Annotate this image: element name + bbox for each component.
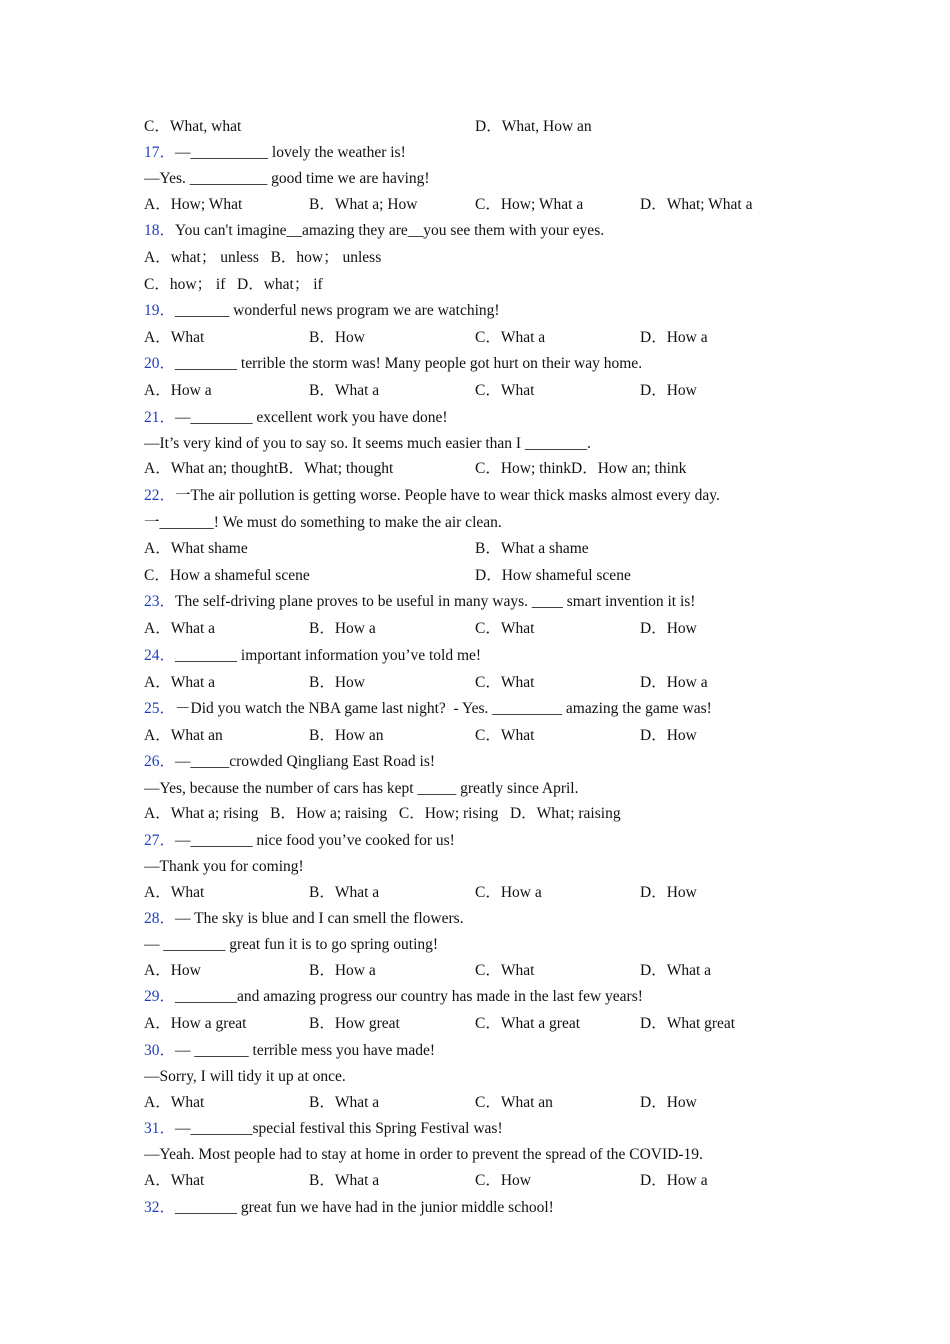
options-ab: A．What an; thoughtB．What; thought xyxy=(144,460,394,477)
question-number: 21． xyxy=(144,409,176,426)
options-line: A．what； unless B．how； unless xyxy=(144,249,382,266)
option-a: A．How a great xyxy=(144,1015,247,1032)
option-c: C．How a xyxy=(475,884,542,901)
option-a: A．What xyxy=(144,884,205,901)
question-30 xyxy=(144,1041,435,1061)
option-a: A．How xyxy=(144,962,201,979)
option-b: B．What a xyxy=(309,1094,380,1111)
question-text: ________ great fun we have had in the junior middle school! xyxy=(175,1199,554,1216)
option-c: C．What xyxy=(475,620,535,637)
option-c: C．What a great xyxy=(475,1015,581,1032)
option-c: C．What xyxy=(475,382,535,399)
q16-option-c: C．What, what xyxy=(144,118,242,135)
option-b: B．How an xyxy=(309,727,384,744)
question-17 xyxy=(144,143,406,163)
option-b: B．How a xyxy=(309,620,376,637)
question-number: 18． xyxy=(144,222,176,239)
options-line: C．how； if D．what； if xyxy=(144,276,323,293)
question-number: 29． xyxy=(144,988,176,1005)
question-text: ________and amazing progress our country has made in the last few years! xyxy=(175,988,643,1005)
option-d: D．How shameful scene xyxy=(475,567,631,584)
question-31 xyxy=(144,1119,503,1139)
option-c: C．What xyxy=(475,962,535,979)
question-number: 31． xyxy=(144,1120,176,1137)
option-b: B．What a; How xyxy=(309,196,418,213)
option-d: D．How xyxy=(640,382,697,399)
option-b: B．What a xyxy=(309,1172,380,1189)
option-b: B．What a xyxy=(309,884,380,901)
option-d: D．How a xyxy=(640,329,708,346)
question-number: 28． xyxy=(144,910,176,927)
option-a: A．How; What xyxy=(144,196,243,213)
question-text: —________ nice food you’ve cooked for us! xyxy=(175,832,455,849)
question-25 xyxy=(144,699,712,719)
question-text-line: — ________ great fun it is to go spring outing! xyxy=(144,936,439,953)
question-text: — The sky is blue and I can smell the flowers. xyxy=(175,910,464,927)
option-c: C．How a shameful scene xyxy=(144,567,310,584)
question-text: — _______ terrible mess you have made! xyxy=(175,1042,436,1059)
question-20 xyxy=(144,354,642,374)
option-b: B．How great xyxy=(309,1015,400,1032)
option-b: B．What a xyxy=(309,382,380,399)
option-d: D．What a xyxy=(640,962,712,979)
question-28 xyxy=(144,909,464,929)
question-23 xyxy=(144,592,695,612)
question-text: —__________ lovely the weather is! xyxy=(175,144,406,161)
question-number: 17． xyxy=(144,144,176,161)
question-text-line: 一_______! We must do something to make the air clean. xyxy=(144,514,502,531)
question-18 xyxy=(144,221,604,241)
option-a: A．What xyxy=(144,1172,205,1189)
question-text-line: —Yes. __________ good time we are having! xyxy=(144,170,430,187)
option-d: D．How xyxy=(640,1094,697,1111)
question-text-line: —Yeah. Most people had to stay at home in order to prevent the spread of the COVID-19. xyxy=(144,1146,703,1163)
question-24 xyxy=(144,646,481,666)
option-d: D．What great xyxy=(640,1015,736,1032)
option-a: A．What a xyxy=(144,674,216,691)
option-d: D．How xyxy=(640,727,697,744)
question-19 xyxy=(144,301,500,321)
question-number: 27． xyxy=(144,832,176,849)
question-text: —________special festival this Spring Festival was! xyxy=(175,1120,503,1137)
option-a: A．What xyxy=(144,329,205,346)
option-c: C．What xyxy=(475,674,535,691)
question-number: 26． xyxy=(144,753,176,770)
question-number: 23． xyxy=(144,593,176,610)
question-text: You can't imagine__amazing they are__you see them with your eyes. xyxy=(175,222,605,239)
question-32 xyxy=(144,1198,554,1218)
option-d: D．How a xyxy=(640,1172,708,1189)
option-d: D．What; What a xyxy=(640,196,753,213)
option-a: A．What an xyxy=(144,727,223,744)
question-22 xyxy=(144,486,720,506)
question-number: 22． xyxy=(144,487,176,504)
option-d: D．How xyxy=(640,884,697,901)
option-c: C．What a xyxy=(475,329,546,346)
option-b: B．How a xyxy=(309,962,376,979)
q16-option-d: D．What, How an xyxy=(475,118,592,135)
option-b: B．How xyxy=(309,329,365,346)
question-number: 25． xyxy=(144,700,176,717)
option-c: C．What an xyxy=(475,1094,553,1111)
question-text: —________ excellent work you have done! xyxy=(175,409,448,426)
option-a: A．How a xyxy=(144,382,212,399)
option-c: C．How xyxy=(475,1172,531,1189)
question-text-line: —Sorry, I will tidy it up at once. xyxy=(144,1068,346,1085)
option-b: B．What a shame xyxy=(475,540,589,557)
question-text: －Did you watch the NBA game last night? - Yes. _________ amazing the game was! xyxy=(175,700,712,717)
question-text: 一The air pollution is getting worse. People have to wear thick masks almost every day. xyxy=(175,487,720,504)
question-29 xyxy=(144,987,643,1007)
question-text-line: —Yes, because the number of cars has kept _____ greatly since April. xyxy=(144,780,579,797)
question-text: ________ important information you’ve told me! xyxy=(175,647,482,664)
option-d: D．How xyxy=(640,620,697,637)
question-number: 20． xyxy=(144,355,176,372)
question-27 xyxy=(144,831,455,851)
question-number: 19． xyxy=(144,302,176,319)
question-text-line: —It’s very kind of you to say so. It seems much easier than I ________. xyxy=(144,435,591,452)
question-text: _______ wonderful news program we are watching! xyxy=(175,302,500,319)
option-a: A．What shame xyxy=(144,540,248,557)
question-number: 24． xyxy=(144,647,176,664)
question-text: —_____crowded Qingliang East Road is! xyxy=(175,753,436,770)
question-26 xyxy=(144,752,435,772)
question-21 xyxy=(144,408,447,428)
option-d: D．How a xyxy=(640,674,708,691)
option-c: C．What xyxy=(475,727,535,744)
option-a: A．What xyxy=(144,1094,205,1111)
option-a: A．What a xyxy=(144,620,216,637)
options-line: A．What a; rising B．How a; raising C．How; rising D．What; raising xyxy=(144,805,621,822)
question-number: 32． xyxy=(144,1199,176,1216)
options-cd: C．How; thinkD．How an; think xyxy=(475,460,687,477)
question-number: 30． xyxy=(144,1042,176,1059)
question-text: The self-driving plane proves to be useful in many ways. ____ smart invention it is! xyxy=(175,593,696,610)
question-text: ________ terrible the storm was! Many people got hurt on their way home. xyxy=(175,355,643,372)
option-c: C．How; What a xyxy=(475,196,584,213)
question-text-line: —Thank you for coming! xyxy=(144,858,304,875)
option-b: B．How xyxy=(309,674,365,691)
